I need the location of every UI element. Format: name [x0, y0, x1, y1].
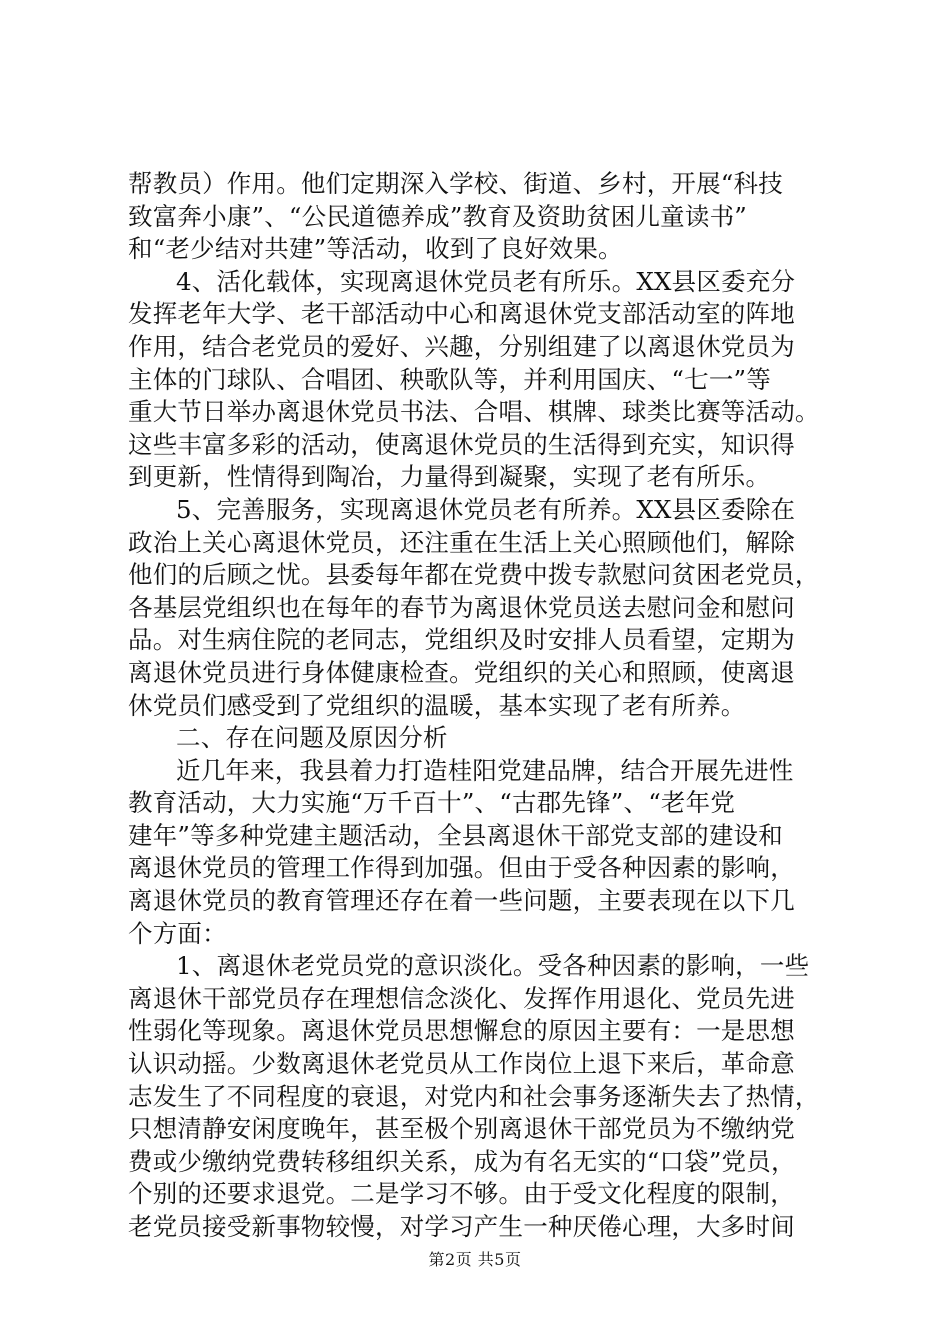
text-line: 费或少缴纳党费转移组织关系，成为有名无实的“口袋”党员， [128, 1146, 796, 1176]
text-line: 离退休党员的管理工作得到加强。但由于受各种因素的影响， [128, 853, 795, 883]
text-line: 只想清静安闲度晚年，甚至极个别离退休干部党员为不缴纳党 [128, 1114, 795, 1144]
text-line: 志发生了不同程度的衰退，对党内和社会事务逐渐失去了热情， [128, 1081, 820, 1111]
text-line: 建年”等多种党建主题活动，全县离退休干部党支部的建设和 [128, 820, 783, 850]
text-line: 作用，结合老党员的爱好、兴趣，分别组建了以离退休党员为 [128, 331, 795, 361]
text-line: 致富奔小康”、“公民道德养成”教育及资助贫困儿童读书” [128, 201, 747, 231]
text-line: 性弱化等现象。离退休党员思想懈怠的原因主要有：一是思想 [128, 1016, 795, 1046]
document-body [128, 168, 828, 1244]
text-line: 认识动摇。少数离退休老党员从工作岗位上退下来后，革命意 [128, 1049, 795, 1079]
text-line: 近几年来，我县着力打造桂阳党建品牌，结合开展先进性 [176, 755, 794, 785]
text-line: 二、存在问题及原因分析 [176, 723, 448, 753]
text-line: 政治上关心离退休党员，还注重在生活上关心照顾他们，解除 [128, 527, 795, 557]
text-line: 这些丰富多彩的活动，使离退休党员的生活得到充实，知识得 [128, 429, 795, 459]
text-line: 离退休干部党员存在理想信念淡化、发挥作用退化、党员先进 [128, 983, 795, 1013]
page-footer: 第2页 共5页 [428, 1250, 522, 1269]
text-line: 他们的后顾之忧。县委每年都在党费中拨专款慰问贫困老党员， [128, 560, 820, 590]
text-line: 和“老少结对共建”等活动，收到了良好效果。 [128, 234, 623, 264]
text-line: 老党员接受新事物较慢，对学习产生一种厌倦心理，大多时间 [128, 1212, 795, 1241]
text-line: 1、离退休老党员党的意识淡化。受各种因素的影响，一些 [176, 951, 810, 981]
text-line: 教育活动，大力实施“万千百十”、“古郡先锋”、“老年党 [128, 788, 736, 818]
text-line: 个别的还要求退党。二是学习不够。由于受文化程度的限制， [128, 1179, 795, 1209]
text-line: 品。对生病住院的老同志，党组织及时安排人员看望，定期为 [128, 625, 795, 655]
text-line: 重大节日举办离退休党员书法、合唱、棋牌、球类比赛等活动。 [128, 397, 820, 427]
text-line: 5、完善服务，实现离退休党员老有所养。XX县区委除在 [176, 494, 796, 524]
text-line: 个方面： [128, 918, 227, 948]
text-line: 休党员们感受到了党组织的温暖，基本实现了老有所养。 [128, 690, 746, 720]
text-line: 4、活化载体，实现离退休党员老有所乐。XX县区委充分 [176, 266, 796, 296]
text-line: 主体的门球队、合唱团、秧歌队等，并利用国庆、“七一”等 [128, 364, 771, 394]
text-line: 到更新，性情得到陶冶，力量得到凝聚，实现了老有所乐。 [128, 462, 771, 492]
text-line: 发挥老年大学、老干部活动中心和离退休党支部活动室的阵地 [128, 299, 795, 329]
text-line: 离退休党员的教育管理还存在着一些问题，主要表现在以下几 [128, 886, 795, 916]
text-line: 帮教员）作用。他们定期深入学校、街道、乡村，开展“科技 [128, 169, 783, 198]
text-line: 各基层党组织也在每年的春节为离退休党员送去慰问金和慰问 [128, 592, 795, 622]
text-line: 离退休党员进行身体健康检查。党组织的关心和照顾，使离退 [128, 657, 795, 687]
